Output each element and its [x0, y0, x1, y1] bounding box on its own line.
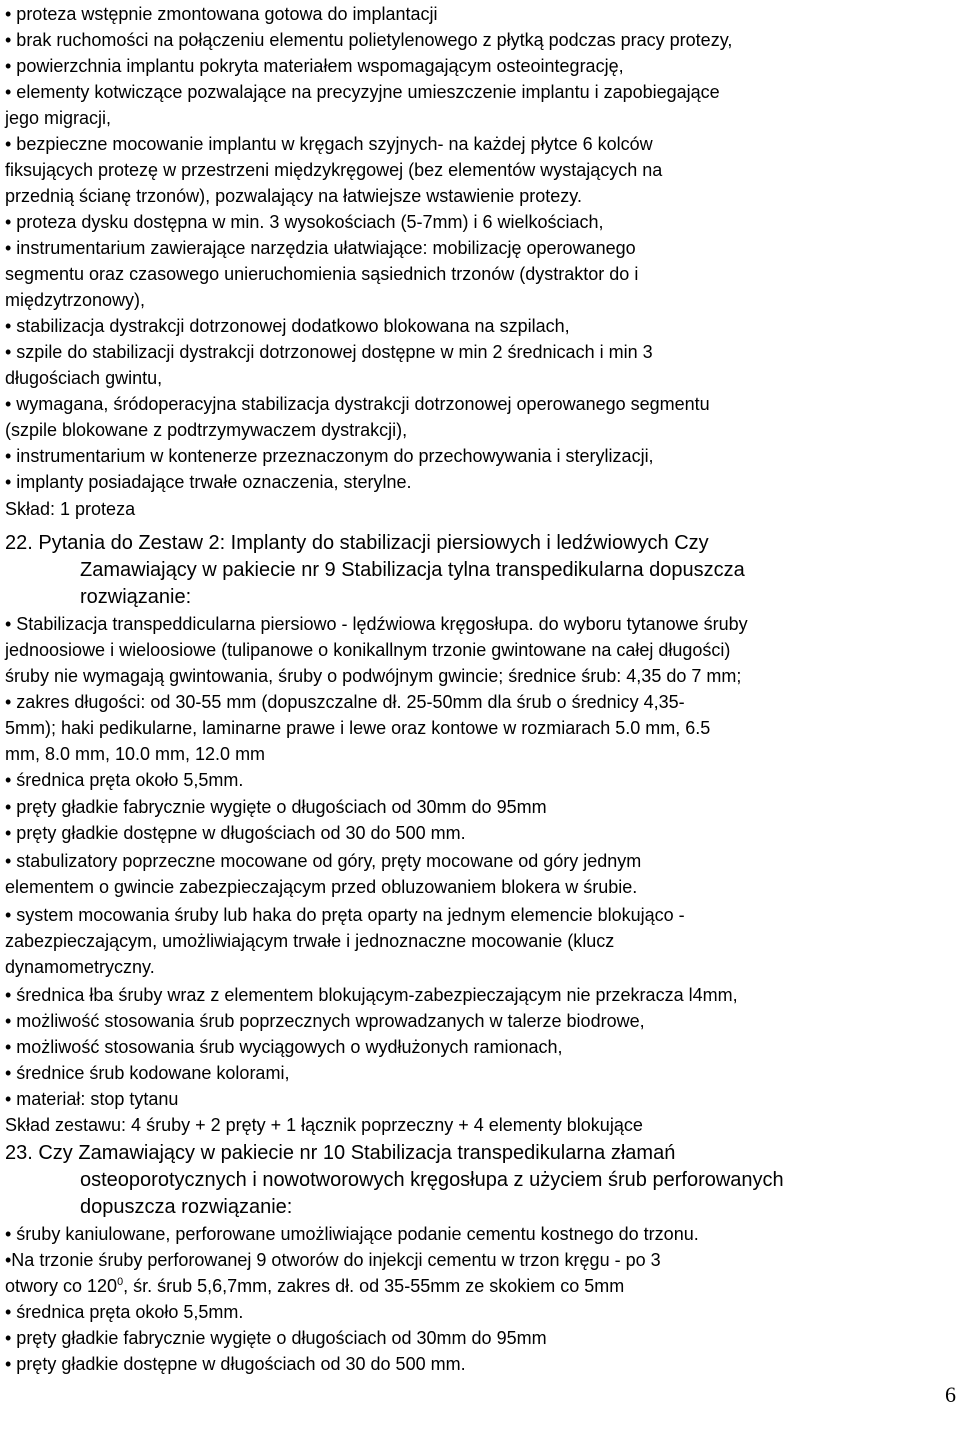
text-line: • implanty posiadające trwałe oznaczenia, sterylne.: [5, 472, 412, 492]
text-line: zabezpieczającym, umożliwiającym trwałe i jednoznaczne mocowanie (klucz: [5, 931, 615, 951]
text-line: jednoosiowe i wieloosiowe (tulipanowe o konikallnym trzonie gwintowane na całej długości): [5, 640, 731, 660]
text-line: 5mm); haki pedikularne, laminarne prawe i lewe oraz kontowe w rozmiarach 5.0 mm, 6.5: [5, 718, 711, 738]
text-line: • możliwość stosowania śrub poprzecznych wprowadzanych w talerze biodrowe,: [5, 1011, 645, 1031]
text-line: elementem o gwincie zabezpieczającym przed obluzowaniem blokera w śrubie.: [5, 877, 638, 897]
question-23-line: osteoporotycznych i nowotworowych kręgosłupa z użyciem śrub perforowanych: [80, 1169, 784, 1191]
question-23-line: dopuszcza rozwiązanie:: [80, 1196, 293, 1218]
text-line: przednią ścianę trzonów), pozwalający na łatwiejsze wstawienie protezy.: [5, 186, 582, 206]
text-line: • zakres długości: od 30-55 mm (dopuszczalne dł. 25-50mm dla śrub o średnicy 4,35-: [5, 692, 685, 712]
text-line: międzytrzonowy),: [5, 290, 146, 310]
text-line: • instrumentarium zawierające narzędzia ułatwiające: mobilizację operowanego: [5, 238, 636, 258]
text-line: • pręty gładkie fabrycznie wygięte o długościach od 30mm do 95mm: [5, 797, 547, 817]
text-line: • średnica pręta około 5,5mm.: [5, 770, 244, 790]
text-line: • pręty gładkie dostępne w długościach od 30 do 500 mm.: [5, 1354, 466, 1374]
text-line: (szpile blokowane z podtrzymywaczem dystrakcji),: [5, 420, 408, 440]
text-line: • średnica pręta około 5,5mm.: [5, 1302, 244, 1322]
question-22-line: rozwiązanie:: [80, 586, 192, 608]
text-line: • elementy kotwiczące pozwalające na precyzyjne umieszczenie implantu i zapobiegające: [5, 82, 720, 102]
text-line: [5, 1273, 624, 1300]
text-line: • szpile do stabilizacji dystrakcji dotrzonowej dostępne w min 2 średnicach i min 3: [5, 342, 653, 362]
text-line: jego migracji,: [5, 108, 112, 128]
text-line: • pręty gładkie dostępne w długościach od 30 do 500 mm.: [5, 823, 466, 843]
question-22-line: 22. Pytania do Zestaw 2: Implanty do stabilizacji piersiowych i ledźwiowych Czy: [5, 532, 709, 554]
text-line: • system mocowania śruby lub haka do pręta oparty na jednym elemencie blokująco -: [5, 905, 685, 925]
question-23-line: 23. Czy Zamawiający w pakiecie nr 10 Stabilizacja transpedikularna złamań: [5, 1142, 676, 1164]
text-line: fiksujących protezę w przestrzeni międzykręgowej (bez elementów wystających na: [5, 160, 663, 180]
text-line: • brak ruchomości na połączeniu elementu polietylenowego z płytką podczas pracy protezy,: [5, 30, 733, 50]
text-line: mm, 8.0 mm, 10.0 mm, 12.0 mm: [5, 744, 266, 764]
text-line: • Stabilizacja transpeddicularna piersiowo - lędźwiowa kręgosłupa. do wyboru tytanowe śruby: [5, 614, 748, 634]
text-line: • instrumentarium w kontenerze przeznaczonym do przechowywania i sterylizacji,: [5, 446, 654, 466]
text-line: • bezpieczne mocowanie implantu w kręgach szyjnych- na każdej płytce 6 kolców: [5, 134, 653, 154]
text-line: •Na trzonie śruby perforowanej 9 otworów do injekcji cementu w trzon kręgu - po 3: [5, 1250, 661, 1270]
text-line: • proteza dysku dostępna w min. 3 wysokościach (5-7mm) i 6 wielkościach,: [5, 212, 604, 232]
text-line: • stabilizacja dystrakcji dotrzonowej dodatkowo blokowana na szpilach,: [5, 316, 570, 336]
text-line: • pręty gładkie fabrycznie wygięte o długościach od 30mm do 95mm: [5, 1328, 547, 1348]
page-number: 6: [945, 1382, 956, 1407]
superscript-degree: 0: [117, 1276, 124, 1288]
text-fragment: , śr. śrub 5,6,7mm, zakres dł. od 35-55mm ze skokiem co 5mm: [123, 1276, 625, 1296]
text-line: • średnice śrub kodowane kolorami,: [5, 1063, 290, 1083]
text-line: • proteza wstępnie zmontowana gotowa do implantacji: [5, 4, 438, 24]
text-line: Skład: 1 proteza: [5, 499, 136, 519]
text-fragment: otwory co 120: [5, 1276, 118, 1296]
text-line: • wymagana, śródoperacyjna stabilizacja dystrakcji dotrzonowej operowanego segmentu: [5, 394, 710, 414]
text-line: śruby nie wymagają gwintowania, śruby o podwójnym gwincie; średnice śrub: 4,35 do 7 mm;: [5, 666, 742, 686]
text-line: • powierzchnia implantu pokryta materiałem wspomagającym osteointegrację,: [5, 56, 624, 76]
text-line: • możliwość stosowania śrub wyciągowych o wydłużonych ramionach,: [5, 1037, 563, 1057]
text-line: • stabulizatory poprzeczne mocowane od góry, pręty mocowane od góry jednym: [5, 851, 642, 871]
text-line: • śruby kaniulowane, perforowane umożliwiające podanie cementu kostnego do trzonu.: [5, 1224, 699, 1244]
text-line: • materiał: stop tytanu: [5, 1089, 179, 1109]
text-line: długościach gwintu,: [5, 368, 163, 388]
text-line: dynamometryczny.: [5, 957, 155, 977]
question-22-line: Zamawiający w pakiecie nr 9 Stabilizacja tylna transpedikularna dopuszcza: [80, 559, 745, 581]
text-line: • średnica łba śruby wraz z elementem blokującym-zabezpieczającym nie przekracza l4mm,: [5, 985, 738, 1005]
text-line: Skład zestawu: 4 śruby + 2 pręty + 1 łącznik poprzeczny + 4 elementy blokujące: [5, 1115, 643, 1135]
text-line: segmentu oraz czasowego unieruchomienia sąsiednich trzonów (dystraktor do i: [5, 264, 639, 284]
